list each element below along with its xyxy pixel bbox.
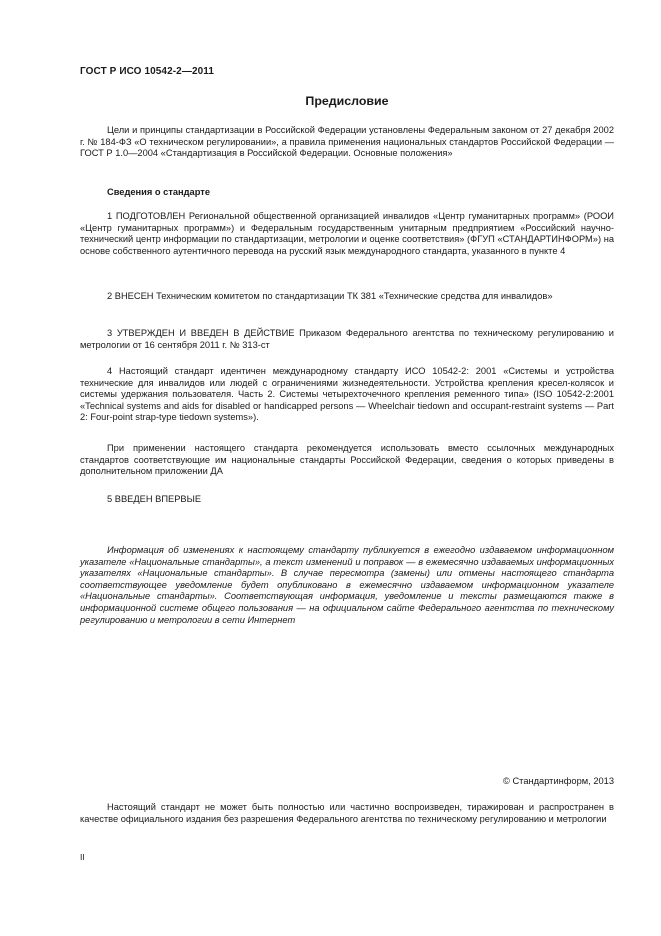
preface-intro: Цели и принципы стандартизации в Российской Федерации установлены Федеральным законом от 27 декабря 2002 г. № 184-ФЗ «О техническом регулировании», а правила применения национальных стандартов Российской Федерации — ГОСТ Р 1.0—2004 «Стандартизация в Российской Федерации. Основные положения» (80, 125, 614, 159)
copyright: © Стандартинформ, 2013 (503, 776, 614, 786)
reproduction-notice: Настоящий стандарт не может быть полностью или частично воспроизведен, тиражирован и распространен в качестве официального издания без разрешения Федерального агентства по техническому регулированию и метрологии (80, 802, 614, 824)
item-5-introduced: 5 ВВЕДЕН ВПЕРВЫЕ (107, 494, 202, 504)
item-4-note: При применении настоящего стандарта рекомендуется использовать вместо ссылочных международных стандартов соответствующие им национальные стандарты Российской Федерации, сведения о которых приведены в дополнительном приложении ДА (80, 443, 614, 477)
changes-info: Информация об изменениях к настоящему стандарту публикуется в ежегодно издаваемом информационном указателе «Национальные стандарты», а текст изменений и поправок — в ежемесячно издаваемых информационных указателях «Национальные стандарты». В случае пересмотра (замены) или отмены настоящего стандарта соответствующее уведомление будет опубликовано в ежемесячно издаваемом информационном указателе «Национальные стандарты». Соответствующая информация, уведомление и тексты размещаются также в информационной системе общего пользования — на официальном сайте Федерального агентства по техническому регулированию и метрологии в сети Интернет (80, 545, 614, 625)
standard-info-heading: Сведения о стандарте (107, 187, 211, 197)
item-1-prepared: 1 ПОДГОТОВЛЕН Региональной общественной организацией инвалидов «Центр гуманитарных программ» (РООИ «Центр гуманитарных программ») и Федеральным государственным унитарным предприятием «Российский научно-технический центр информации по стандартизации, метрологии и оценке соответствия» (ФГУП «СТАНДАРТИНФОРМ») на основе собственного аутентичного перевода на русский язык международного стандарта, указанного в пункте 4 (80, 211, 614, 256)
item-2-submitted: 2 ВНЕСЕН Техническим комитетом по стандартизации ТК 381 «Технические средства для инвалидов» (107, 291, 553, 301)
document-code: ГОСТ Р ИСО 10542-2—2011 (80, 66, 215, 77)
item-3-approved: 3 УТВЕРЖДЕН И ВВЕДЕН В ДЕЙСТВИЕ Приказом Федерального агентства по техническому регулированию и метрологии от 16 сентября 2011 г. № 313-ст (80, 328, 614, 350)
page-number: II (80, 852, 85, 862)
preface-title: Предисловие (305, 94, 389, 108)
item-4-identical: 4 Настоящий стандарт идентичен международному стандарту ИСО 10542-2: 2001 «Системы и устройства технические для инвалидов или людей с ограничениями жизнедеятельности. Устройства крепления кресел-колясок и системы удержания пользователя. Часть 2. Системы четырехточечного крепления ременного типа» (ISO 10542-2:2001 «Technical systems and aids for disabled or handicapped persons — Wheelchair tiedown and occupant-restraint systems — Part 2: Four-point strap-type tiedown systems»). (80, 366, 614, 423)
